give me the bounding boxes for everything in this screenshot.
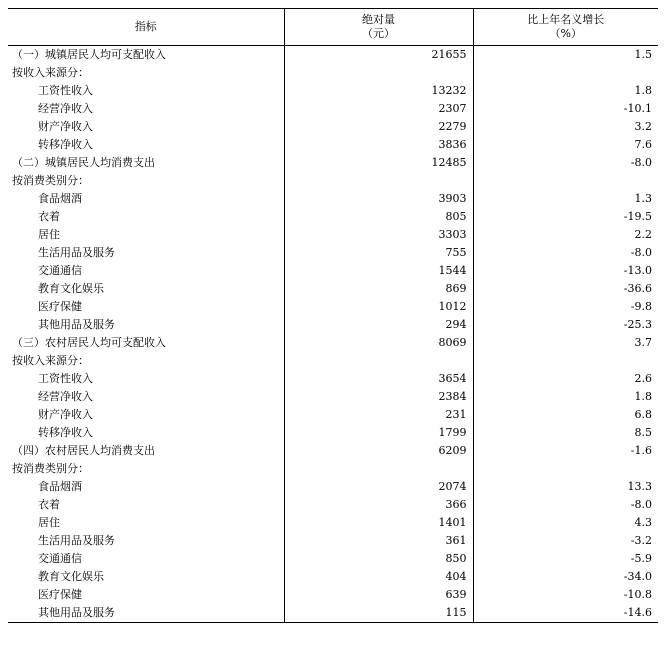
row-absolute-amount: 3836 xyxy=(284,136,473,154)
table-row xyxy=(8,604,658,623)
header-indicator-label: 指标 xyxy=(134,20,157,33)
table-row xyxy=(8,118,658,136)
row-indicator: 工资性收入 xyxy=(38,84,93,97)
row-nominal-growth: -36.6 xyxy=(473,280,658,298)
row-absolute-amount xyxy=(284,460,473,478)
row-absolute-amount: 294 xyxy=(284,316,473,334)
row-nominal-growth: -5.9 xyxy=(473,550,658,568)
row-nominal-growth: 1.8 xyxy=(473,82,658,100)
row-absolute-amount xyxy=(284,64,473,82)
row-indicator: 经营净收入 xyxy=(38,102,93,115)
table-row xyxy=(8,424,658,442)
table-row xyxy=(8,208,658,226)
row-nominal-growth: -8.0 xyxy=(473,244,658,262)
row-indicator: 生活用品及服务 xyxy=(38,246,115,259)
row-absolute-amount: 404 xyxy=(284,568,473,586)
table-row xyxy=(8,46,658,65)
row-absolute-amount: 3903 xyxy=(284,190,473,208)
row-nominal-growth: -8.0 xyxy=(473,496,658,514)
header-nominal-growth-unit: （%） xyxy=(549,27,582,40)
row-nominal-growth: 2.2 xyxy=(473,226,658,244)
row-nominal-growth xyxy=(473,172,658,190)
row-indicator: 衣着 xyxy=(38,210,60,223)
row-absolute-amount xyxy=(284,352,473,370)
table-row xyxy=(8,298,658,316)
row-nominal-growth: 7.6 xyxy=(473,136,658,154)
table-row xyxy=(8,334,658,352)
row-absolute-amount: 8069 xyxy=(284,334,473,352)
row-nominal-growth: -13.0 xyxy=(473,262,658,280)
table-row xyxy=(8,82,658,100)
row-indicator: 交通通信 xyxy=(38,264,82,277)
row-nominal-growth: 1.5 xyxy=(473,46,658,65)
row-indicator: 经营净收入 xyxy=(38,390,93,403)
row-indicator: 财产净收入 xyxy=(38,408,93,421)
row-nominal-growth: -14.6 xyxy=(473,604,658,623)
row-absolute-amount: 2384 xyxy=(284,388,473,406)
table-row xyxy=(8,154,658,172)
row-absolute-amount: 21655 xyxy=(284,46,473,65)
row-absolute-amount: 1544 xyxy=(284,262,473,280)
row-absolute-amount: 2074 xyxy=(284,478,473,496)
row-absolute-amount: 755 xyxy=(284,244,473,262)
table-row xyxy=(8,352,658,370)
row-absolute-amount: 3654 xyxy=(284,370,473,388)
row-nominal-growth: -10.8 xyxy=(473,586,658,604)
row-nominal-growth: -1.6 xyxy=(473,442,658,460)
row-absolute-amount: 2279 xyxy=(284,118,473,136)
row-absolute-amount: 639 xyxy=(284,586,473,604)
row-indicator: （一）城镇居民人均可支配收入 xyxy=(12,48,166,61)
row-nominal-growth: -3.2 xyxy=(473,532,658,550)
row-nominal-growth: 3.2 xyxy=(473,118,658,136)
row-absolute-amount: 1012 xyxy=(284,298,473,316)
row-indicator: 财产净收入 xyxy=(38,120,93,133)
row-nominal-growth: -25.3 xyxy=(473,316,658,334)
row-absolute-amount: 13232 xyxy=(284,82,473,100)
row-indicator: 转移净收入 xyxy=(38,426,93,439)
row-absolute-amount: 850 xyxy=(284,550,473,568)
row-absolute-amount: 366 xyxy=(284,496,473,514)
row-indicator: 食品烟酒 xyxy=(38,480,82,493)
table-row xyxy=(8,460,658,478)
row-absolute-amount: 869 xyxy=(284,280,473,298)
table-row xyxy=(8,442,658,460)
row-nominal-growth: 8.5 xyxy=(473,424,658,442)
row-indicator: 其他用品及服务 xyxy=(8,604,284,623)
table-row xyxy=(8,478,658,496)
row-nominal-growth: 1.8 xyxy=(473,388,658,406)
row-nominal-growth xyxy=(473,352,658,370)
header-absolute-amount-label: 绝对量 xyxy=(362,13,395,26)
table-row xyxy=(8,136,658,154)
row-indicator: 衣着 xyxy=(38,498,60,511)
income-expenditure-table xyxy=(8,8,658,623)
header-nominal-growth-label: 比上年名义增长 xyxy=(527,13,605,26)
header-absolute-amount xyxy=(284,9,473,46)
row-absolute-amount: 231 xyxy=(284,406,473,424)
table-row xyxy=(8,244,658,262)
row-absolute-amount: 115 xyxy=(284,604,473,623)
row-indicator: 居住 xyxy=(38,516,60,529)
row-nominal-growth: 13.3 xyxy=(473,478,658,496)
row-indicator: 按消费类别分： xyxy=(12,174,89,187)
header-row xyxy=(8,9,658,46)
row-indicator: 转移净收入 xyxy=(38,138,93,151)
table-row xyxy=(8,316,658,334)
row-absolute-amount: 1401 xyxy=(284,514,473,532)
header-absolute-amount-unit: （元） xyxy=(362,27,395,40)
table-row xyxy=(8,514,658,532)
row-nominal-growth: -34.0 xyxy=(473,568,658,586)
row-indicator: 交通通信 xyxy=(38,552,82,565)
table-row xyxy=(8,172,658,190)
table-row xyxy=(8,100,658,118)
row-indicator: 按收入来源分： xyxy=(12,66,89,79)
row-nominal-growth xyxy=(473,64,658,82)
row-absolute-amount: 2307 xyxy=(284,100,473,118)
table-row xyxy=(8,226,658,244)
row-nominal-growth: 6.8 xyxy=(473,406,658,424)
table-row xyxy=(8,370,658,388)
row-nominal-growth xyxy=(473,460,658,478)
row-nominal-growth: 1.3 xyxy=(473,190,658,208)
row-indicator: 居住 xyxy=(38,228,60,241)
row-indicator: 其他用品及服务 xyxy=(38,318,115,331)
table-row xyxy=(8,190,658,208)
table-row xyxy=(8,406,658,424)
row-absolute-amount: 12485 xyxy=(284,154,473,172)
table-row xyxy=(8,262,658,280)
row-indicator: 教育文化娱乐 xyxy=(38,570,104,583)
table-body xyxy=(8,46,658,623)
row-nominal-growth: -8.0 xyxy=(473,154,658,172)
table-row xyxy=(8,496,658,514)
row-indicator: 生活用品及服务 xyxy=(38,534,115,547)
row-indicator: 食品烟酒 xyxy=(38,192,82,205)
header-nominal-growth xyxy=(473,9,658,46)
row-absolute-amount: 361 xyxy=(284,532,473,550)
row-absolute-amount: 805 xyxy=(284,208,473,226)
row-indicator: 工资性收入 xyxy=(38,372,93,385)
table-row xyxy=(8,388,658,406)
income-expenditure-table-container xyxy=(8,8,658,623)
row-indicator: （三）农村居民人均可支配收入 xyxy=(12,336,166,349)
row-nominal-growth: 4.3 xyxy=(473,514,658,532)
row-nominal-growth: -9.8 xyxy=(473,298,658,316)
table-row xyxy=(8,280,658,298)
row-absolute-amount: 6209 xyxy=(284,442,473,460)
row-absolute-amount: 3303 xyxy=(284,226,473,244)
row-nominal-growth: 2.6 xyxy=(473,370,658,388)
row-indicator: 教育文化娱乐 xyxy=(38,282,104,295)
row-indicator: 按收入来源分： xyxy=(12,354,89,367)
row-absolute-amount xyxy=(284,172,473,190)
table-row xyxy=(8,550,658,568)
header-indicator xyxy=(8,9,284,46)
row-nominal-growth: -10.1 xyxy=(473,100,658,118)
table-row xyxy=(8,586,658,604)
row-nominal-growth: 3.7 xyxy=(473,334,658,352)
row-indicator: （二）城镇居民人均消费支出 xyxy=(12,156,155,169)
row-indicator: （四）农村居民人均消费支出 xyxy=(12,444,155,457)
row-indicator: 医疗保健 xyxy=(38,588,82,601)
row-absolute-amount: 1799 xyxy=(284,424,473,442)
row-indicator: 医疗保健 xyxy=(38,300,82,313)
table-row xyxy=(8,64,658,82)
row-nominal-growth: -19.5 xyxy=(473,208,658,226)
table-row xyxy=(8,532,658,550)
table-row xyxy=(8,568,658,586)
table-header xyxy=(8,9,658,46)
row-indicator: 按消费类别分： xyxy=(12,462,89,475)
